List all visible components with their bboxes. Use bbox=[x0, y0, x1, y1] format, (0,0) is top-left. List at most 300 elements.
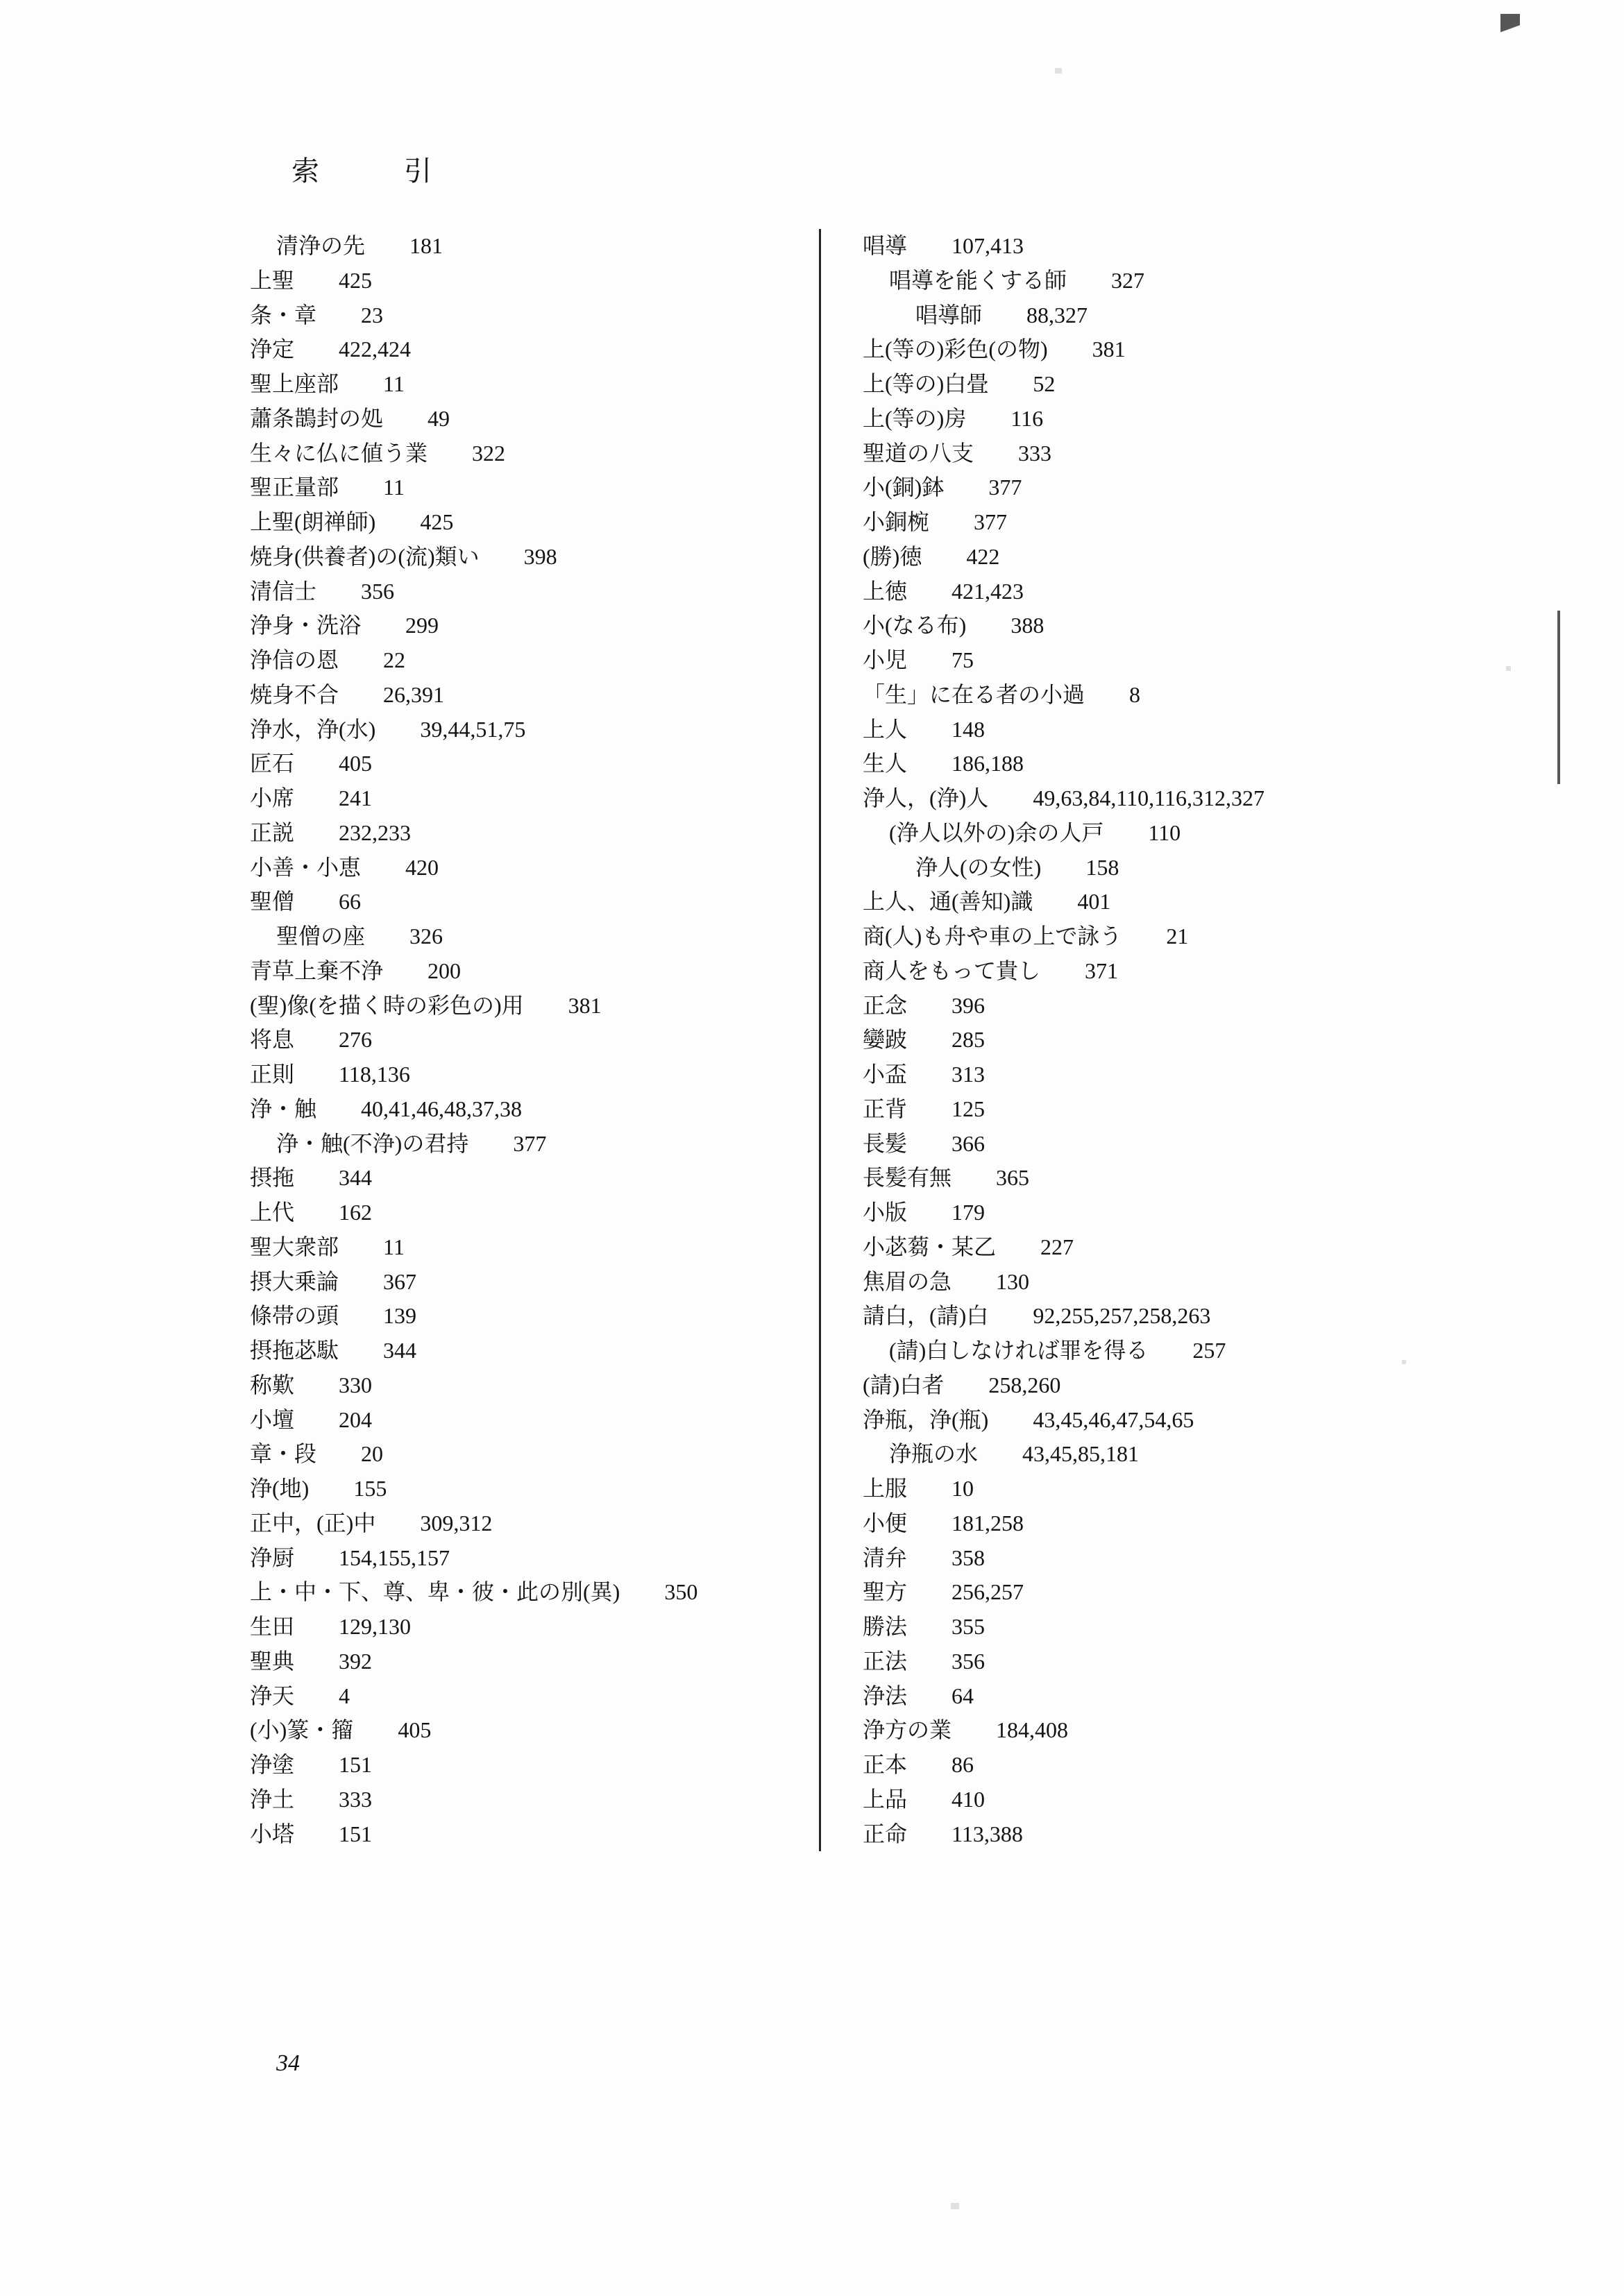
index-entry bbox=[863, 1679, 1388, 1714]
index-entry-term: (請)白しなければ罪を得る bbox=[889, 1338, 1149, 1363]
index-entry bbox=[863, 1506, 1388, 1541]
index-entry-pages: 151 bbox=[339, 1752, 373, 1777]
index-entry bbox=[863, 470, 1388, 505]
index-entry bbox=[250, 1783, 791, 1817]
index-entry-gap bbox=[365, 233, 409, 258]
index-entry-term: 上(等の)白畳 bbox=[863, 371, 989, 396]
index-entry bbox=[863, 1644, 1388, 1679]
index-entry-term: 浄人，(浄)人 bbox=[863, 785, 989, 810]
index-entry-gap bbox=[294, 1165, 339, 1190]
index-entry-term: 上聖(朗禅師) bbox=[250, 509, 376, 534]
index-entry-gap bbox=[1033, 889, 1077, 914]
index-entry-gap bbox=[907, 647, 951, 672]
page-edge-rule bbox=[1557, 611, 1560, 784]
index-entry-pages: 330 bbox=[339, 1372, 373, 1397]
index-entry bbox=[250, 609, 791, 643]
index-entry-gap bbox=[944, 475, 988, 500]
index-entry-gap bbox=[339, 475, 383, 500]
index-entry-pages: 358 bbox=[951, 1545, 986, 1570]
index-entry bbox=[250, 540, 791, 575]
index-entry-pages: 21 bbox=[1166, 924, 1189, 949]
index-entry bbox=[250, 1437, 791, 1472]
index-entry-pages: 309,312 bbox=[420, 1510, 493, 1536]
index-entry-pages: 327 bbox=[1111, 267, 1145, 293]
index-entry bbox=[863, 1196, 1388, 1230]
index-entry-term: 上服 bbox=[863, 1476, 908, 1501]
index-entry bbox=[250, 643, 791, 678]
index-entry bbox=[863, 505, 1388, 540]
index-entry-gap bbox=[375, 1511, 420, 1536]
index-entry-gap bbox=[620, 1579, 664, 1604]
index-entry-gap bbox=[907, 1649, 951, 1674]
index-entry bbox=[250, 575, 791, 609]
index-entry-term: 正念 bbox=[863, 992, 908, 1018]
index-entry-term: 焼身(供養者)の(流)類い bbox=[250, 543, 480, 569]
index-entry-term: 浄定 bbox=[250, 337, 295, 362]
index-entry-term: 聖大衆部 bbox=[250, 1234, 339, 1259]
index-entry-pages: 405 bbox=[398, 1717, 432, 1743]
index-entry bbox=[863, 436, 1388, 471]
index-entry-gap bbox=[294, 1200, 339, 1225]
index-entry-term: 小苾蒭・某乙 bbox=[863, 1234, 997, 1259]
index-entry-term: 浄信の恩 bbox=[250, 647, 339, 672]
index-entry-term: 聖僧 bbox=[250, 889, 295, 915]
index-entry-pages: 422,424 bbox=[339, 337, 412, 362]
index-entry bbox=[250, 402, 791, 436]
index-entry-pages: 350 bbox=[664, 1579, 698, 1605]
index-entry-term: 青草上棄不浄 bbox=[250, 958, 384, 983]
index-entry-term: 商人をもって貴し bbox=[863, 958, 1041, 983]
index-entry-term: 浄瓶，浄(瓶) bbox=[863, 1406, 989, 1432]
index-entry-gap bbox=[978, 1441, 1022, 1466]
index-entry bbox=[250, 1230, 791, 1265]
index-entry-pages: 258,260 bbox=[988, 1372, 1061, 1397]
index-entry bbox=[250, 816, 791, 851]
scan-speckle bbox=[1402, 1360, 1406, 1364]
index-entry-pages: 356 bbox=[951, 1648, 986, 1674]
index-entry-term: 浄厨 bbox=[250, 1545, 295, 1570]
index-entry-pages: 367 bbox=[383, 1268, 417, 1294]
index-entry-pages: 39,44,51,75 bbox=[420, 716, 526, 742]
index-entry-gap bbox=[339, 682, 383, 707]
index-column-right bbox=[819, 229, 1388, 1851]
index-entry-pages: 148 bbox=[951, 716, 986, 742]
index-entry-pages: 421,423 bbox=[951, 578, 1024, 604]
index-entry-pages: 388 bbox=[1010, 613, 1044, 638]
index-entry-pages: 371 bbox=[1085, 958, 1119, 983]
index-entry-pages: 241 bbox=[339, 785, 373, 810]
index-entry-pages: 113,388 bbox=[951, 1821, 1023, 1846]
index-entry-gap bbox=[294, 268, 339, 293]
index-entry-gap bbox=[294, 337, 339, 362]
index-entry-term: 浄天 bbox=[250, 1683, 295, 1708]
index-entry-pages: 181,258 bbox=[951, 1510, 1024, 1536]
index-entry-term: 上人、通(善知)識 bbox=[863, 889, 1033, 915]
index-entry-pages: 107,413 bbox=[951, 233, 1024, 258]
index-entry-gap bbox=[922, 544, 966, 569]
index-entry bbox=[863, 1368, 1388, 1403]
index-entry-term: 條帯の頭 bbox=[250, 1303, 339, 1329]
index-entry-term: 浄塗 bbox=[250, 1752, 295, 1777]
index-entry-term: 浄(地) bbox=[250, 1476, 310, 1501]
index-entry-term: 上人 bbox=[863, 716, 908, 742]
index-entry-term: 上品 bbox=[863, 1786, 908, 1812]
index-entry-term: 生田 bbox=[250, 1614, 295, 1639]
index-entry-pages: 11 bbox=[383, 1234, 405, 1259]
index-entry-gap bbox=[339, 647, 383, 672]
page-title: 索 引 bbox=[291, 155, 441, 187]
index-entry-term: 正法 bbox=[863, 1648, 908, 1674]
index-entry-gap bbox=[907, 1096, 951, 1121]
index-entry bbox=[863, 678, 1388, 713]
index-entry bbox=[250, 367, 791, 402]
index-entry bbox=[250, 1506, 791, 1541]
index-entry-gap bbox=[1103, 820, 1148, 845]
index-entry-pages: 125 bbox=[951, 1096, 986, 1121]
index-entry-pages: 118,136 bbox=[339, 1062, 410, 1087]
index-entry-gap bbox=[907, 993, 951, 1018]
index-entry-pages: 11 bbox=[383, 371, 405, 396]
index-entry-pages: 381 bbox=[568, 992, 602, 1018]
index-entry bbox=[863, 1334, 1388, 1368]
index-entry-gap bbox=[383, 406, 428, 431]
index-entry-pages: 200 bbox=[428, 958, 462, 983]
index-entry-gap bbox=[907, 717, 951, 742]
index-entry-pages: 43,45,46,47,54,65 bbox=[1033, 1406, 1194, 1432]
index-entry-pages: 405 bbox=[339, 751, 373, 776]
index-entry-pages: 158 bbox=[1085, 854, 1119, 880]
index-entry bbox=[863, 264, 1388, 298]
index-entry-pages: 129,130 bbox=[339, 1614, 412, 1639]
index-entry-gap bbox=[951, 1269, 996, 1294]
index-entry bbox=[863, 298, 1388, 333]
index-entry-gap bbox=[294, 1027, 339, 1052]
index-entry-pages: 365 bbox=[996, 1165, 1030, 1191]
index-entry bbox=[250, 1299, 791, 1334]
index-entry-gap bbox=[294, 1683, 339, 1708]
index-entry-gap bbox=[383, 958, 428, 983]
index-entry bbox=[863, 367, 1388, 402]
index-entry-gap bbox=[294, 785, 339, 810]
index-entry-pages: 116 bbox=[1010, 405, 1044, 431]
index-entry-term: 摂大乗論 bbox=[250, 1268, 339, 1294]
index-entry-pages: 26,391 bbox=[383, 681, 445, 707]
index-entry bbox=[863, 540, 1388, 575]
index-entry-pages: 392 bbox=[339, 1648, 373, 1674]
index-entry-gap bbox=[339, 1338, 383, 1363]
index-entry bbox=[863, 781, 1388, 816]
index-entry bbox=[250, 1196, 791, 1230]
index-entry-pages: 22 bbox=[383, 647, 406, 672]
index-entry-term: 摂拖 bbox=[250, 1165, 295, 1191]
index-entry-pages: 154,155,157 bbox=[339, 1545, 450, 1570]
index-entry-pages: 66 bbox=[339, 889, 362, 915]
index-entry-gap bbox=[907, 579, 951, 604]
index-entry-pages: 130 bbox=[996, 1268, 1030, 1294]
index-entry bbox=[250, 747, 791, 781]
index-entry-gap bbox=[966, 613, 1010, 638]
index-entry-term: 小便 bbox=[863, 1510, 908, 1536]
index-entry-term: 聖方 bbox=[863, 1579, 908, 1605]
index-entry-gap bbox=[907, 1476, 951, 1501]
index-entry-term: 聖上座部 bbox=[250, 371, 339, 396]
index-entry-gap bbox=[907, 1200, 951, 1225]
index-entry bbox=[250, 1334, 791, 1368]
index-entry-gap bbox=[468, 1131, 513, 1156]
index-entry-term: 正中，(正)中 bbox=[250, 1510, 376, 1536]
index-entry-gap bbox=[1040, 958, 1085, 983]
index-entry bbox=[863, 332, 1388, 367]
index-entry-gap bbox=[907, 1027, 951, 1052]
index-entry bbox=[250, 1368, 791, 1403]
index-entry-pages: 398 bbox=[523, 543, 557, 569]
index-entry-pages: 285 bbox=[951, 1027, 986, 1053]
index-entry-gap bbox=[988, 1407, 1033, 1432]
index-entry-term: 上(等の)房 bbox=[863, 405, 967, 431]
scan-speckle bbox=[951, 2203, 959, 2209]
index-entry-gap bbox=[294, 1752, 339, 1777]
index-entry-term: 将息 bbox=[250, 1027, 295, 1053]
index-entry-gap bbox=[1067, 268, 1111, 293]
index-entry-gap bbox=[294, 1821, 339, 1846]
index-entry bbox=[250, 1644, 791, 1679]
index-entry-term: 焦眉の急 bbox=[863, 1268, 952, 1294]
index-entry-term: 小席 bbox=[250, 785, 295, 810]
index-entry-term: 小盃 bbox=[863, 1062, 908, 1087]
index-entry-pages: 420 bbox=[405, 854, 439, 880]
index-entry-term: 小版 bbox=[863, 1200, 908, 1225]
index-entry-gap bbox=[944, 1372, 988, 1397]
index-entry-gap bbox=[339, 1303, 383, 1328]
index-entry-term: 請白，(請)白 bbox=[863, 1303, 989, 1329]
index-entry-term: 聖正量部 bbox=[250, 475, 339, 500]
index-entry-pages: 410 bbox=[951, 1786, 986, 1812]
index-entry-gap bbox=[316, 1441, 361, 1466]
index-entry bbox=[250, 298, 791, 333]
index-entry-gap bbox=[907, 1131, 951, 1156]
index-entry-gap bbox=[316, 303, 361, 328]
index-entry bbox=[250, 1610, 791, 1644]
index-entry-term: 孌跛 bbox=[863, 1027, 908, 1053]
index-entry-gap bbox=[480, 544, 524, 569]
index-entry-term: 浄瓶の水 bbox=[889, 1441, 979, 1467]
index-entry-term: 生人 bbox=[863, 751, 908, 776]
index-entry-pages: 40,41,46,48,37,38 bbox=[361, 1096, 523, 1121]
index-entry-gap bbox=[907, 1821, 951, 1846]
index-entry-term: 正説 bbox=[250, 819, 295, 845]
index-entry-term: 浄土 bbox=[250, 1786, 295, 1812]
scan-speckle bbox=[1055, 68, 1062, 74]
index-entry-term: 聖道の八支 bbox=[863, 440, 974, 466]
index-entry bbox=[863, 1023, 1388, 1057]
index-entry bbox=[863, 1299, 1388, 1334]
index-entry bbox=[250, 229, 791, 264]
index-entry bbox=[863, 954, 1388, 989]
index-entry bbox=[863, 1092, 1388, 1127]
index-entry-term: 焼身不合 bbox=[250, 681, 339, 707]
index-entry-gap bbox=[1085, 682, 1129, 707]
index-entry-pages: 276 bbox=[339, 1027, 373, 1053]
page-number: 34 bbox=[276, 2050, 300, 2076]
index-entry-pages: 425 bbox=[339, 267, 373, 293]
index-entry-pages: 8 bbox=[1129, 681, 1141, 707]
index-entry-pages: 299 bbox=[405, 613, 439, 638]
index-entry-pages: 49,63,84,110,116,312,327 bbox=[1033, 785, 1264, 810]
index-entry-term: 上代 bbox=[250, 1200, 295, 1225]
index-entry-pages: 20 bbox=[361, 1441, 384, 1467]
index-entry bbox=[863, 1575, 1388, 1610]
index-entry bbox=[863, 229, 1388, 264]
index-entry bbox=[250, 1092, 791, 1127]
index-entry-pages: 257 bbox=[1192, 1338, 1226, 1363]
index-entry-pages: 313 bbox=[951, 1062, 986, 1087]
index-entry-gap bbox=[951, 1165, 996, 1190]
index-entry-gap bbox=[907, 1511, 951, 1536]
index-entry-gap bbox=[907, 1545, 951, 1570]
index-entry bbox=[863, 885, 1388, 919]
index-entry bbox=[250, 1057, 791, 1092]
index-entry-gap bbox=[982, 303, 1026, 328]
index-entry-pages: 356 bbox=[361, 578, 395, 604]
index-entry bbox=[250, 1403, 791, 1438]
index-entry-term: 浄・触 bbox=[250, 1096, 317, 1121]
index-entry-pages: 139 bbox=[383, 1303, 417, 1329]
index-entry bbox=[250, 885, 791, 919]
index-entry bbox=[250, 1161, 791, 1196]
index-entry-pages: 366 bbox=[951, 1130, 986, 1156]
index-entry-gap bbox=[907, 1062, 951, 1087]
index-entry bbox=[250, 1541, 791, 1576]
index-entry-gap bbox=[353, 1717, 398, 1742]
index-entry-pages: 326 bbox=[409, 924, 443, 949]
index-entry-pages: 256,257 bbox=[951, 1579, 1024, 1605]
index-entry-gap bbox=[966, 406, 1010, 431]
index-entry-term: 小(銅)鉢 bbox=[863, 475, 945, 500]
index-entry-gap bbox=[907, 1579, 951, 1604]
index-entry-gap bbox=[316, 579, 361, 604]
index-entry-term: 匠石 bbox=[250, 751, 295, 776]
index-entry-gap bbox=[339, 1234, 383, 1259]
index-entry bbox=[250, 713, 791, 747]
index-entry-pages: 401 bbox=[1077, 889, 1111, 915]
index-entry-term: 小銅椀 bbox=[863, 509, 930, 534]
index-entry-gap bbox=[365, 924, 409, 949]
index-entry bbox=[863, 747, 1388, 781]
index-entry-gap bbox=[1048, 337, 1092, 362]
index-entry-pages: 64 bbox=[951, 1683, 974, 1708]
index-entry-gap bbox=[294, 1787, 339, 1812]
index-entry bbox=[250, 264, 791, 298]
scan-speckle bbox=[1506, 666, 1511, 671]
index-entry bbox=[250, 989, 791, 1023]
index-entry-pages: 344 bbox=[339, 1165, 373, 1191]
index-entry-pages: 88,327 bbox=[1026, 302, 1088, 328]
index-entry-gap bbox=[907, 1787, 951, 1812]
index-entry-pages: 227 bbox=[1040, 1234, 1074, 1259]
page-corner-mark bbox=[1500, 14, 1520, 47]
index-entry-term: 上徳 bbox=[863, 578, 908, 604]
index-entry bbox=[863, 851, 1388, 885]
index-entry-term: 聖典 bbox=[250, 1648, 295, 1674]
index-entry bbox=[863, 1230, 1388, 1265]
index-entry-gap bbox=[428, 441, 472, 466]
index-entry-gap bbox=[524, 993, 568, 1018]
index-entry-gap bbox=[294, 889, 339, 914]
index-entry-term: 清信士 bbox=[250, 578, 317, 604]
index-entry bbox=[250, 1817, 791, 1852]
index-entry-pages: 49 bbox=[428, 405, 450, 431]
index-entry-gap bbox=[294, 1372, 339, 1397]
index-entry bbox=[250, 1679, 791, 1714]
index-entry-pages: 333 bbox=[339, 1786, 373, 1812]
index-entry-gap bbox=[988, 785, 1033, 810]
index-entry-pages: 10 bbox=[951, 1476, 974, 1501]
index-entry-gap bbox=[294, 1649, 339, 1674]
index-entry-pages: 422 bbox=[966, 543, 1000, 569]
index-entry-term: 「生」に在る者の小過 bbox=[863, 681, 1085, 707]
index-entry-gap bbox=[294, 820, 339, 845]
index-entry-term: 小塔 bbox=[250, 1821, 295, 1846]
index-entry-pages: 23 bbox=[361, 302, 384, 328]
index-entry-gap bbox=[309, 1476, 353, 1501]
index-entry-term: 清弁 bbox=[863, 1545, 908, 1570]
index-entry bbox=[250, 470, 791, 505]
index-entry-pages: 377 bbox=[513, 1130, 547, 1156]
index-entry bbox=[863, 989, 1388, 1023]
index-entry-term: (請)白者 bbox=[863, 1372, 945, 1397]
index-entry bbox=[250, 1575, 791, 1610]
index-entry-pages: 355 bbox=[951, 1614, 986, 1639]
index-entry bbox=[250, 1127, 791, 1162]
index-entry-pages: 204 bbox=[339, 1406, 373, 1432]
index-entry bbox=[863, 1748, 1388, 1783]
index-entry bbox=[250, 678, 791, 713]
index-entry-pages: 43,45,85,181 bbox=[1022, 1441, 1140, 1467]
index-entry-gap bbox=[294, 1545, 339, 1570]
index-entry-term: (聖)像(を描く時の彩色の)用 bbox=[250, 992, 524, 1018]
index-entry bbox=[863, 1713, 1388, 1748]
index-entry-pages: 377 bbox=[988, 475, 1022, 500]
index-entry bbox=[863, 919, 1388, 954]
index-entry-pages: 377 bbox=[974, 509, 1008, 534]
index-entry-pages: 181 bbox=[409, 233, 443, 258]
index-entry-term: 聖僧の座 bbox=[276, 924, 366, 949]
index-entry bbox=[863, 713, 1388, 747]
index-entry-gap bbox=[907, 1752, 951, 1777]
index-entry-term: 浄水，浄(水) bbox=[250, 716, 376, 742]
index-entry-gap bbox=[339, 1269, 383, 1294]
index-entry-gap bbox=[929, 509, 974, 534]
index-entry bbox=[250, 505, 791, 540]
index-entry bbox=[250, 1713, 791, 1748]
index-entry-term: 商(人)も舟や車の上で詠う bbox=[863, 924, 1122, 949]
index-entry-gap bbox=[294, 1614, 339, 1639]
index-entry-gap bbox=[974, 441, 1018, 466]
index-entry-gap bbox=[294, 751, 339, 776]
index-entry-pages: 162 bbox=[339, 1200, 373, 1225]
index-entry-pages: 86 bbox=[951, 1752, 974, 1777]
index-entry bbox=[863, 402, 1388, 436]
index-entry bbox=[863, 1541, 1388, 1576]
index-entry-term: 小児 bbox=[863, 647, 908, 672]
index-entry-gap bbox=[996, 1234, 1040, 1259]
index-entry bbox=[863, 1472, 1388, 1506]
index-entry-gap bbox=[1148, 1338, 1192, 1363]
index-entry bbox=[863, 1403, 1388, 1438]
index-entry-term: 唱導を能くする師 bbox=[889, 267, 1067, 293]
index-entry-pages: 232,233 bbox=[339, 819, 412, 845]
index-entry bbox=[863, 643, 1388, 678]
